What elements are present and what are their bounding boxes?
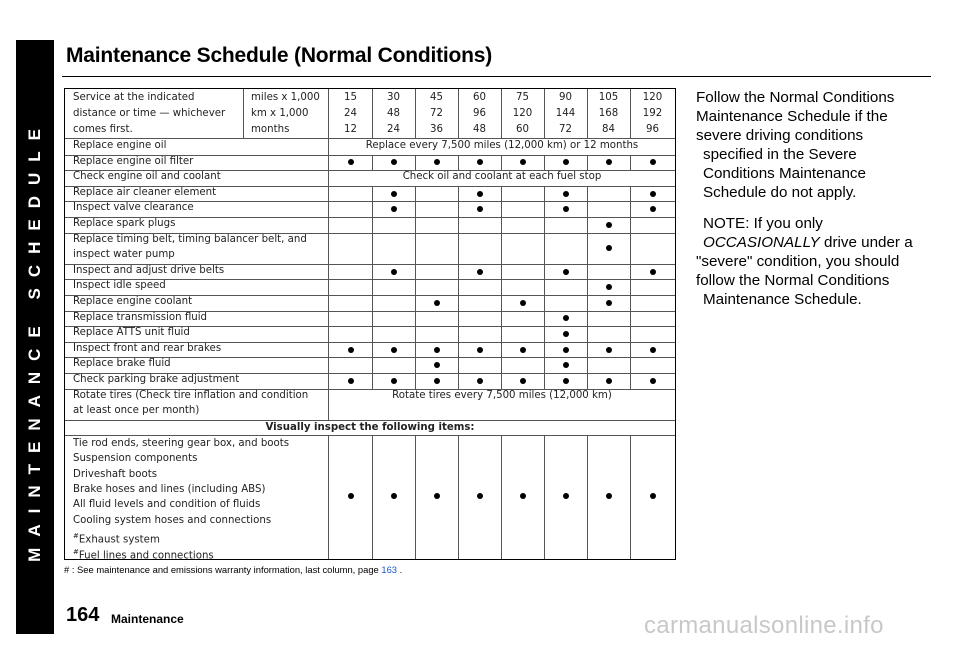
service-dot: [348, 378, 354, 384]
service-item: Replace spark plugs: [73, 218, 176, 229]
service-dot: [606, 245, 612, 251]
column-divider: [372, 373, 373, 389]
column-divider: [501, 311, 502, 327]
column-divider: [630, 295, 631, 311]
service-dot: [477, 347, 483, 353]
column-divider: [544, 295, 545, 311]
service-dot: [434, 300, 440, 306]
side-tab: [22, 60, 48, 620]
footnote-mark: #: [73, 532, 79, 541]
visual-item-label: Fuel lines and connections: [78, 549, 214, 561]
maintenance-schedule-table: [64, 88, 676, 560]
service-item: Inspect and adjust drive belts: [73, 264, 225, 276]
visual-item: [73, 545, 214, 563]
service-dot: [563, 159, 569, 165]
column-divider: [630, 326, 631, 342]
column-divider: [501, 217, 502, 233]
service-item: Rotate tires (Check tire inflation and condition: [73, 389, 309, 401]
service-dot: [650, 159, 656, 165]
interval-months: 48: [473, 124, 486, 135]
interval-km: 120: [512, 108, 533, 119]
column-divider: [630, 311, 631, 327]
service-item: Inspect idle speed: [73, 280, 166, 292]
page-number: 164: [66, 604, 100, 626]
column-divider: [458, 435, 459, 559]
service-dot: [650, 206, 656, 212]
column-divider: [544, 342, 545, 358]
service-dot: [391, 269, 397, 275]
column-divider: [458, 279, 459, 295]
service-dot: [606, 300, 612, 306]
service-dot: [563, 315, 569, 321]
header-divider: [65, 138, 675, 139]
interval-months: 60: [516, 124, 529, 135]
service-dot: [563, 362, 569, 368]
service-dot: [563, 269, 569, 275]
service-dot: [391, 378, 397, 384]
column-divider: [415, 357, 416, 373]
column-divider: [501, 155, 502, 171]
interval-months: 24: [387, 124, 400, 135]
column-divider: [501, 326, 502, 342]
column-divider: [372, 326, 373, 342]
column-divider: [328, 89, 329, 420]
column-divider: [415, 311, 416, 327]
service-item: Replace engine oil filter: [73, 155, 194, 167]
service-dot: [434, 378, 440, 384]
column-divider: [501, 264, 502, 280]
visual-dot: [348, 493, 354, 499]
visual-item-label: Tie rod ends, steering gear box, and boots: [73, 437, 290, 449]
instructions-line: Schedule do not apply.: [703, 184, 857, 201]
service-dot: [650, 378, 656, 384]
column-divider: [544, 311, 545, 327]
service-dot: [348, 347, 354, 353]
interval-km: 96: [473, 108, 486, 119]
column-divider: [501, 186, 502, 202]
visual-dot: [391, 493, 397, 499]
service-dot: [650, 269, 656, 275]
interval-miles: 75: [516, 92, 529, 103]
column-divider: [458, 201, 459, 217]
service-dot: [650, 191, 656, 197]
column-divider: [587, 311, 588, 327]
visual-item-label: Driveshaft boots: [73, 468, 158, 480]
note-line: [696, 233, 936, 252]
interval-months: 36: [430, 124, 443, 135]
service-dot: [520, 378, 526, 384]
column-divider: [501, 279, 502, 295]
column-divider: [458, 373, 459, 389]
column-divider: [630, 342, 631, 358]
instructions-line: Follow the Normal Conditions: [696, 89, 895, 106]
instructions-line: Conditions Maintenance: [703, 165, 866, 182]
column-divider: [372, 295, 373, 311]
page-163-link[interactable]: 163: [381, 564, 398, 575]
column-divider: [544, 186, 545, 202]
service-item: Inspect front and rear brakes: [73, 342, 222, 354]
interval-miles: 120: [642, 92, 663, 103]
column-divider: [587, 89, 588, 138]
column-divider: [501, 373, 502, 389]
column-divider: [587, 342, 588, 358]
interval-months: 72: [559, 124, 572, 135]
service-note: Check oil and coolant at each fuel stop: [402, 171, 602, 183]
visual-item: [73, 437, 289, 451]
interval-months: 12: [344, 124, 357, 135]
visual-dot: [563, 493, 569, 499]
column-divider: [415, 201, 416, 217]
column-divider: [587, 373, 588, 389]
column-divider: [458, 186, 459, 202]
column-divider: [372, 89, 373, 138]
service-dot: [563, 206, 569, 212]
visual-item-label: All fluid levels and condition of fluids: [73, 499, 261, 511]
note-line: NOTE: If you only: [703, 215, 823, 232]
column-divider: [372, 342, 373, 358]
service-dot: [477, 191, 483, 197]
service-dot: [563, 347, 569, 353]
service-dot: [606, 159, 612, 165]
column-divider: [501, 295, 502, 311]
interval-km: 144: [555, 108, 576, 119]
service-dot: [391, 347, 397, 353]
note-text: drive under a: [819, 234, 913, 251]
service-item: at least once per month): [73, 405, 200, 417]
instructions: [696, 88, 936, 309]
service-item: Check parking brake adjustment: [73, 374, 240, 385]
visual-item-label: Cooling system hoses and connections: [73, 514, 272, 526]
visual-item-label: Suspension components: [73, 453, 198, 465]
service-item: Replace timing belt, timing balancer belt, and: [73, 233, 307, 245]
column-divider: [630, 373, 631, 389]
service-note: Replace every 7,500 miles (12,000 km) or 12 months: [365, 140, 639, 151]
column-divider: [544, 279, 545, 295]
column-divider: [544, 264, 545, 280]
service-dot: [606, 222, 612, 228]
column-divider: [415, 295, 416, 311]
column-divider: [587, 217, 588, 233]
service-dot: [434, 362, 440, 368]
column-divider: [243, 89, 244, 138]
column-divider: [415, 342, 416, 358]
service-dot: [477, 269, 483, 275]
service-dot: [348, 159, 354, 165]
column-divider: [415, 264, 416, 280]
note-line: "severe" condition, you should: [696, 253, 900, 270]
column-divider: [372, 435, 373, 559]
column-divider: [544, 357, 545, 373]
instructions-line: specified in the Severe: [703, 146, 857, 163]
column-divider: [544, 155, 545, 171]
service-item: Replace engine oil: [73, 140, 167, 151]
unit-label: miles x 1,000: [251, 92, 320, 103]
service-dot: [434, 347, 440, 353]
column-divider: [544, 233, 545, 264]
visual-dot: [606, 493, 612, 499]
service-dot: [434, 159, 440, 165]
column-divider: [458, 155, 459, 171]
visual-item: [73, 498, 260, 512]
column-divider: [630, 201, 631, 217]
interval-miles: 15: [344, 92, 357, 103]
visual-dot: [520, 493, 526, 499]
title-rule: [62, 76, 931, 77]
interval-km: 168: [598, 108, 619, 119]
visual-item-label: Brake hoses and lines (including ABS): [73, 484, 266, 495]
service-item: Check engine oil and coolant: [73, 171, 221, 183]
column-divider: [415, 186, 416, 202]
service-dot: [391, 191, 397, 197]
service-dot: [563, 378, 569, 384]
column-divider: [544, 89, 545, 138]
instructions-line: severe driving conditions: [696, 127, 864, 144]
section-name: Maintenance: [111, 612, 184, 626]
column-divider: [372, 311, 373, 327]
column-divider: [415, 326, 416, 342]
service-header: distance or time — whichever: [73, 108, 226, 119]
column-divider: [458, 342, 459, 358]
service-item: Replace air cleaner element: [73, 186, 217, 198]
column-divider: [544, 373, 545, 389]
service-item: inspect water pump: [73, 249, 175, 261]
service-dot: [477, 206, 483, 212]
interval-km: 48: [387, 108, 400, 119]
visual-dot: [434, 493, 440, 499]
column-divider: [501, 233, 502, 264]
column-divider: [630, 233, 631, 264]
column-divider: [587, 155, 588, 171]
column-divider: [544, 217, 545, 233]
service-dot: [606, 378, 612, 384]
column-divider: [587, 279, 588, 295]
service-item: Replace engine coolant: [73, 296, 193, 307]
service-header: comes first.: [73, 124, 133, 135]
column-divider: [458, 295, 459, 311]
footnote-text: # : See maintenance and emissions warranty information, last column, page: [64, 564, 382, 575]
interval-months: 96: [646, 124, 659, 135]
column-divider: [630, 89, 631, 138]
column-divider: [415, 155, 416, 171]
interval-miles: 60: [473, 92, 486, 103]
instructions-line: Maintenance Schedule if the: [696, 108, 888, 125]
service-note: Rotate tires every 7,500 miles (12,000 km): [392, 389, 612, 401]
column-divider: [415, 89, 416, 138]
column-divider: [501, 357, 502, 373]
row-divider: [65, 435, 675, 436]
interval-miles: 30: [387, 92, 400, 103]
column-divider: [372, 279, 373, 295]
column-divider: [630, 435, 631, 559]
column-divider: [587, 435, 588, 559]
service-dot: [477, 378, 483, 384]
column-divider: [372, 155, 373, 171]
page-title: Maintenance Schedule (Normal Conditions): [66, 44, 493, 67]
service-dot: [520, 347, 526, 353]
column-divider: [458, 217, 459, 233]
service-item: Replace transmission fluid: [73, 311, 208, 323]
service-dot: [520, 159, 526, 165]
column-divider: [630, 186, 631, 202]
column-divider: [458, 326, 459, 342]
column-divider: [501, 201, 502, 217]
service-dot: [606, 284, 612, 290]
service-header: Service at the indicated: [73, 92, 195, 103]
unit-label: km x 1,000: [251, 108, 309, 119]
service-item: Inspect valve clearance: [73, 202, 194, 214]
column-divider: [372, 264, 373, 280]
visual-item: [73, 468, 157, 482]
column-divider: [587, 295, 588, 311]
column-divider: [587, 326, 588, 342]
interval-miles: 45: [430, 92, 443, 103]
column-divider: [415, 373, 416, 389]
column-divider: [372, 201, 373, 217]
column-divider: [372, 357, 373, 373]
visual-dot: [650, 493, 656, 499]
service-dot: [391, 206, 397, 212]
note-emphasis: OCCASIONALLY: [703, 234, 820, 251]
column-divider: [458, 233, 459, 264]
column-divider: [458, 357, 459, 373]
unit-label: months: [251, 124, 290, 135]
watermark: carmanualsonline.info: [644, 612, 884, 639]
column-divider: [501, 342, 502, 358]
column-divider: [630, 264, 631, 280]
interval-km: 24: [344, 108, 357, 119]
column-divider: [501, 435, 502, 559]
footnote-end: .: [397, 564, 403, 575]
service-dot: [520, 300, 526, 306]
column-divider: [544, 201, 545, 217]
visual-item: [73, 483, 265, 497]
service-dot: [563, 331, 569, 337]
service-dot: [391, 159, 397, 165]
interval-miles: 105: [598, 92, 619, 103]
column-divider: [458, 89, 459, 138]
visual-item-label: Exhaust system: [78, 534, 160, 546]
column-divider: [587, 201, 588, 217]
interval-months: 84: [602, 124, 615, 135]
interval-km: 192: [642, 108, 663, 119]
column-divider: [458, 264, 459, 280]
column-divider: [415, 233, 416, 264]
column-divider: [458, 311, 459, 327]
service-item: Replace ATTS unit fluid: [73, 327, 190, 339]
column-divider: [630, 279, 631, 295]
column-divider: [372, 233, 373, 264]
footnote: [64, 564, 402, 575]
interval-miles: 90: [559, 92, 572, 103]
column-divider: [630, 155, 631, 171]
note-line: Maintenance Schedule.: [703, 291, 862, 308]
column-divider: [630, 357, 631, 373]
visual-inspect-header: Visually inspect the following items:: [265, 421, 475, 433]
service-item: Replace brake fluid: [73, 358, 171, 370]
footnote-mark: #: [73, 547, 79, 556]
side-tab-label: MAINTENANCE SCHEDULE: [25, 118, 44, 562]
column-divider: [372, 186, 373, 202]
column-divider: [415, 279, 416, 295]
column-divider: [587, 264, 588, 280]
column-divider: [630, 217, 631, 233]
service-dot: [650, 347, 656, 353]
service-dot: [606, 347, 612, 353]
column-divider: [587, 233, 588, 264]
visual-item: [73, 452, 197, 466]
service-dot: [477, 159, 483, 165]
visual-dot: [477, 493, 483, 499]
column-divider: [587, 186, 588, 202]
service-dot: [563, 191, 569, 197]
column-divider: [415, 435, 416, 559]
column-divider: [544, 435, 545, 559]
visual-item: [73, 514, 271, 528]
column-divider: [501, 89, 502, 138]
column-divider: [328, 435, 329, 559]
interval-km: 72: [430, 108, 443, 119]
column-divider: [372, 217, 373, 233]
column-divider: [544, 326, 545, 342]
column-divider: [587, 357, 588, 373]
column-divider: [415, 217, 416, 233]
note-line: follow the Normal Conditions: [696, 272, 890, 289]
